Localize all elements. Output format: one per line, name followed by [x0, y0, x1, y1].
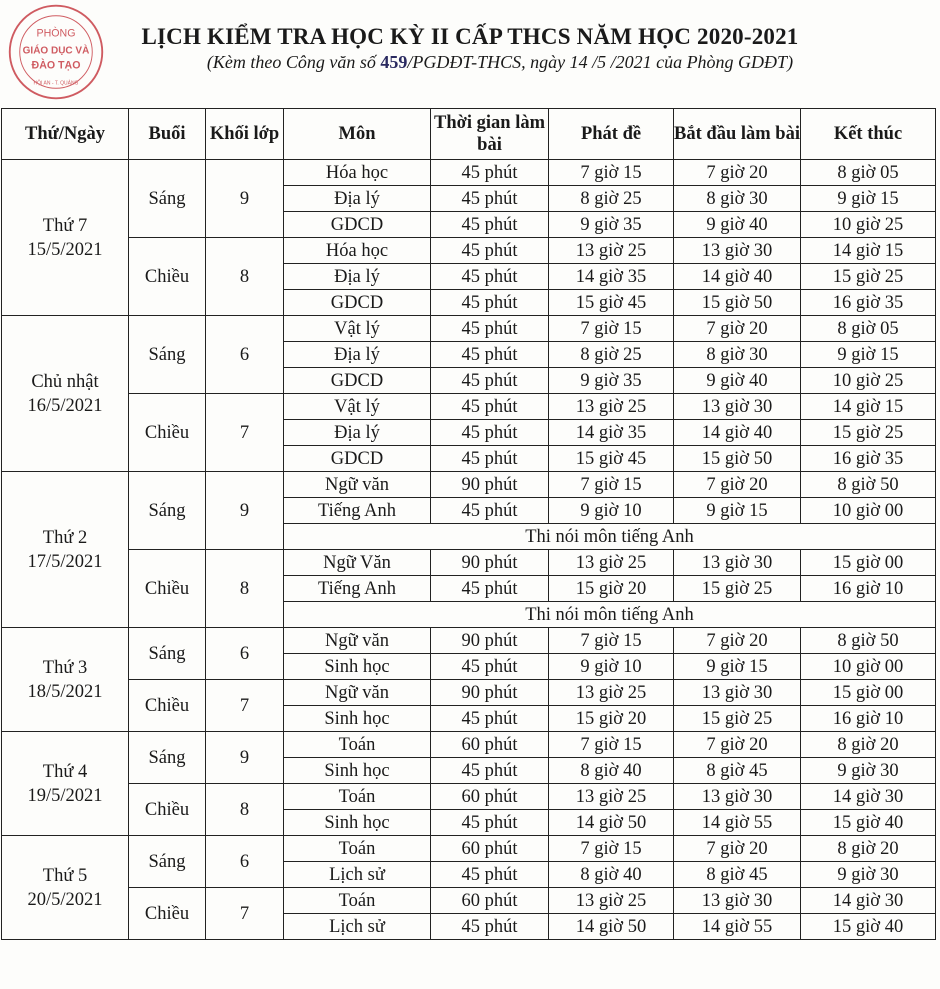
- day-cell: [2, 628, 129, 732]
- session-cell: Sáng: [129, 316, 206, 394]
- subject-cell: GDCD: [284, 446, 431, 472]
- start-time-cell: 13 giờ 30: [674, 888, 801, 914]
- start-time-cell: 13 giờ 30: [674, 238, 801, 264]
- subject-cell: Toán: [284, 888, 431, 914]
- duration-cell: 45 phút: [431, 238, 549, 264]
- subject-cell: Sinh học: [284, 810, 431, 836]
- start-time-cell: 7 giờ 20: [674, 472, 801, 498]
- day-cell: [2, 836, 129, 940]
- issue-time-cell: 13 giờ 25: [549, 394, 674, 420]
- end-time-cell: 10 giờ 00: [801, 654, 936, 680]
- column-header: Môn: [284, 109, 431, 160]
- grade-cell: 8: [206, 784, 284, 836]
- issue-time-cell: 14 giờ 50: [549, 914, 674, 940]
- document-number: 459: [380, 52, 408, 72]
- subject-cell: Ngữ văn: [284, 472, 431, 498]
- end-time-cell: 16 giờ 35: [801, 290, 936, 316]
- end-time-cell: 9 giờ 15: [801, 186, 936, 212]
- duration-cell: 45 phút: [431, 264, 549, 290]
- subject-cell: Hóa học: [284, 160, 431, 186]
- subject-cell: Tiếng Anh: [284, 498, 431, 524]
- duration-cell: 45 phút: [431, 290, 549, 316]
- subject-cell: GDCD: [284, 368, 431, 394]
- table-body: [2, 160, 936, 940]
- start-time-cell: 9 giờ 15: [674, 654, 801, 680]
- session-cell: Sáng: [129, 472, 206, 550]
- column-header: Buổi: [129, 109, 206, 160]
- note-cell: Thi nói môn tiếng Anh: [284, 602, 936, 628]
- end-time-cell: 15 giờ 25: [801, 264, 936, 290]
- duration-cell: 45 phút: [431, 186, 549, 212]
- table-row: [2, 628, 936, 654]
- duration-cell: 45 phút: [431, 758, 549, 784]
- day-cell: [2, 472, 129, 628]
- table-row: [2, 316, 936, 342]
- issue-time-cell: 8 giờ 40: [549, 758, 674, 784]
- day-name: Thứ 5: [42, 865, 88, 886]
- day-cell: [2, 316, 129, 472]
- grade-cell: 6: [206, 628, 284, 680]
- start-time-cell: 13 giờ 30: [674, 394, 801, 420]
- duration-cell: 45 phút: [431, 446, 549, 472]
- issue-time-cell: 13 giờ 25: [549, 238, 674, 264]
- session-cell: Chiều: [129, 550, 206, 628]
- duration-cell: 45 phút: [431, 862, 549, 888]
- duration-cell: 60 phút: [431, 732, 549, 758]
- start-time-cell: 14 giờ 40: [674, 420, 801, 446]
- end-time-cell: 16 giờ 10: [801, 576, 936, 602]
- day-cell: [2, 732, 129, 836]
- end-time-cell: 9 giờ 30: [801, 758, 936, 784]
- session-cell: Sáng: [129, 836, 206, 888]
- issue-time-cell: 8 giờ 40: [549, 862, 674, 888]
- subject-cell: Địa lý: [284, 420, 431, 446]
- duration-cell: 90 phút: [431, 680, 549, 706]
- start-time-cell: 8 giờ 45: [674, 862, 801, 888]
- subject-cell: Vật lý: [284, 316, 431, 342]
- grade-cell: 6: [206, 836, 284, 888]
- duration-cell: 45 phút: [431, 160, 549, 186]
- session-cell: Chiều: [129, 888, 206, 940]
- svg-text:HỘI AN - T. QUẢNG: HỘI AN - T. QUẢNG: [33, 80, 79, 87]
- table-row: [2, 680, 936, 706]
- duration-cell: 45 phút: [431, 654, 549, 680]
- start-time-cell: 7 giờ 20: [674, 316, 801, 342]
- end-time-cell: 15 giờ 00: [801, 680, 936, 706]
- start-time-cell: 14 giờ 40: [674, 264, 801, 290]
- issue-time-cell: 7 giờ 15: [549, 472, 674, 498]
- end-time-cell: 8 giờ 05: [801, 316, 936, 342]
- start-time-cell: 8 giờ 30: [674, 186, 801, 212]
- issue-time-cell: 15 giờ 45: [549, 290, 674, 316]
- end-time-cell: 10 giờ 00: [801, 498, 936, 524]
- grade-cell: 9: [206, 472, 284, 550]
- svg-text:PHÒNG: PHÒNG: [36, 27, 76, 40]
- duration-cell: 60 phút: [431, 888, 549, 914]
- issue-time-cell: 15 giờ 45: [549, 446, 674, 472]
- start-time-cell: 14 giờ 55: [674, 914, 801, 940]
- issue-time-cell: 15 giờ 20: [549, 706, 674, 732]
- table-row: [2, 732, 936, 758]
- header-row: [2, 109, 936, 160]
- svg-text:ĐÀO TẠO: ĐÀO TẠO: [31, 59, 81, 72]
- issue-time-cell: 8 giờ 25: [549, 186, 674, 212]
- document-title: LỊCH KIỂM TRA HỌC KỲ II CẤP THCS NĂM HỌC 2020-2021: [141, 24, 799, 49]
- start-time-cell: 8 giờ 30: [674, 342, 801, 368]
- subject-cell: Ngữ văn: [284, 680, 431, 706]
- issue-time-cell: 9 giờ 10: [549, 498, 674, 524]
- issue-time-cell: 9 giờ 35: [549, 212, 674, 238]
- end-time-cell: 16 giờ 35: [801, 446, 936, 472]
- day-name: Thứ 7: [42, 215, 88, 236]
- start-time-cell: 13 giờ 30: [674, 784, 801, 810]
- session-cell: Sáng: [129, 160, 206, 238]
- duration-cell: 90 phút: [431, 550, 549, 576]
- table-row: [2, 160, 936, 186]
- table-row: [2, 238, 936, 264]
- start-time-cell: 15 giờ 50: [674, 446, 801, 472]
- start-time-cell: 9 giờ 40: [674, 368, 801, 394]
- issue-time-cell: 13 giờ 25: [549, 550, 674, 576]
- start-time-cell: 8 giờ 45: [674, 758, 801, 784]
- grade-cell: 8: [206, 238, 284, 316]
- subject-cell: Ngữ Văn: [284, 550, 431, 576]
- day-cell: [2, 160, 129, 316]
- end-time-cell: 15 giờ 40: [801, 914, 936, 940]
- issue-time-cell: 9 giờ 35: [549, 368, 674, 394]
- column-header: Bắt đầu làm bài: [674, 109, 801, 160]
- note-cell: Thi nói môn tiếng Anh: [284, 524, 936, 550]
- duration-cell: 45 phút: [431, 368, 549, 394]
- subject-cell: Sinh học: [284, 758, 431, 784]
- subject-cell: Toán: [284, 732, 431, 758]
- duration-cell: 45 phút: [431, 576, 549, 602]
- subject-cell: Địa lý: [284, 342, 431, 368]
- start-time-cell: 15 giờ 25: [674, 576, 801, 602]
- end-time-cell: 9 giờ 30: [801, 862, 936, 888]
- day-date: 17/5/2021: [27, 551, 103, 572]
- subject-cell: Địa lý: [284, 186, 431, 212]
- issue-time-cell: 13 giờ 25: [549, 888, 674, 914]
- session-cell: Chiều: [129, 784, 206, 836]
- start-time-cell: 15 giờ 25: [674, 706, 801, 732]
- grade-cell: 8: [206, 550, 284, 628]
- duration-cell: 90 phút: [431, 472, 549, 498]
- end-time-cell: 8 giờ 20: [801, 836, 936, 862]
- end-time-cell: 8 giờ 20: [801, 732, 936, 758]
- subject-cell: Lịch sử: [284, 862, 431, 888]
- subtitle-prefix: (Kèm theo Công văn số: [206, 52, 381, 72]
- column-header: Thứ/Ngày: [2, 109, 129, 160]
- svg-text:GIÁO DỤC VÀ: GIÁO DỤC VÀ: [22, 45, 90, 57]
- subject-cell: GDCD: [284, 212, 431, 238]
- end-time-cell: 15 giờ 25: [801, 420, 936, 446]
- subject-cell: Sinh học: [284, 706, 431, 732]
- issue-time-cell: 15 giờ 20: [549, 576, 674, 602]
- duration-cell: 90 phút: [431, 628, 549, 654]
- start-time-cell: 7 giờ 20: [674, 836, 801, 862]
- end-time-cell: 14 giờ 15: [801, 238, 936, 264]
- duration-cell: 45 phút: [431, 914, 549, 940]
- table-row: [2, 472, 936, 498]
- start-time-cell: 13 giờ 30: [674, 680, 801, 706]
- end-time-cell: 10 giờ 25: [801, 368, 936, 394]
- duration-cell: 45 phút: [431, 212, 549, 238]
- end-time-cell: 14 giờ 15: [801, 394, 936, 420]
- column-header: Kết thúc: [801, 109, 936, 160]
- session-cell: Sáng: [129, 628, 206, 680]
- day-date: 16/5/2021: [27, 395, 103, 416]
- start-time-cell: 7 giờ 20: [674, 732, 801, 758]
- session-cell: Chiều: [129, 394, 206, 472]
- subject-cell: Hóa học: [284, 238, 431, 264]
- issue-time-cell: 14 giờ 35: [549, 420, 674, 446]
- subject-cell: GDCD: [284, 290, 431, 316]
- day-name: Thứ 3: [42, 657, 88, 678]
- grade-cell: 7: [206, 394, 284, 472]
- issue-time-cell: 7 giờ 15: [549, 316, 674, 342]
- subject-cell: Toán: [284, 836, 431, 862]
- start-time-cell: 13 giờ 30: [674, 550, 801, 576]
- subject-cell: Toán: [284, 784, 431, 810]
- start-time-cell: 7 giờ 20: [674, 160, 801, 186]
- end-time-cell: 8 giờ 05: [801, 160, 936, 186]
- duration-cell: 45 phút: [431, 420, 549, 446]
- subject-cell: Địa lý: [284, 264, 431, 290]
- session-cell: Sáng: [129, 732, 206, 784]
- issue-time-cell: 13 giờ 25: [549, 784, 674, 810]
- duration-cell: 60 phút: [431, 836, 549, 862]
- exam-schedule-table: [1, 108, 936, 940]
- issue-time-cell: 8 giờ 25: [549, 342, 674, 368]
- duration-cell: 45 phút: [431, 706, 549, 732]
- table-row: [2, 394, 936, 420]
- grade-cell: 7: [206, 680, 284, 732]
- grade-cell: 9: [206, 732, 284, 784]
- duration-cell: 45 phút: [431, 498, 549, 524]
- issue-time-cell: 7 giờ 15: [549, 628, 674, 654]
- end-time-cell: 8 giờ 50: [801, 472, 936, 498]
- issue-time-cell: 7 giờ 15: [549, 836, 674, 862]
- issue-time-cell: 7 giờ 15: [549, 732, 674, 758]
- subject-cell: Tiếng Anh: [284, 576, 431, 602]
- column-header: Thời gian làm bài: [431, 109, 549, 160]
- table-row: [2, 836, 936, 862]
- subtitle-suffix: /PGDĐT-THCS, ngày 14 /5 /2021 của Phòng GDĐT): [407, 52, 794, 72]
- start-time-cell: 9 giờ 40: [674, 212, 801, 238]
- start-time-cell: 9 giờ 15: [674, 498, 801, 524]
- end-time-cell: 14 giờ 30: [801, 888, 936, 914]
- day-name: Thứ 4: [42, 761, 88, 782]
- issue-time-cell: 9 giờ 10: [549, 654, 674, 680]
- subject-cell: Vật lý: [284, 394, 431, 420]
- day-date: 19/5/2021: [27, 785, 103, 806]
- day-date: 15/5/2021: [27, 239, 103, 260]
- end-time-cell: 8 giờ 50: [801, 628, 936, 654]
- start-time-cell: 15 giờ 50: [674, 290, 801, 316]
- session-cell: Chiều: [129, 238, 206, 316]
- day-name: Thứ 2: [42, 527, 88, 548]
- day-name: Chủ nhật: [31, 371, 99, 392]
- duration-cell: 45 phút: [431, 342, 549, 368]
- column-header: Khối lớp: [206, 109, 284, 160]
- end-time-cell: 14 giờ 30: [801, 784, 936, 810]
- day-date: 20/5/2021: [27, 889, 103, 910]
- end-time-cell: 16 giờ 10: [801, 706, 936, 732]
- table-row: [2, 784, 936, 810]
- end-time-cell: 15 giờ 00: [801, 550, 936, 576]
- subject-cell: Sinh học: [284, 654, 431, 680]
- session-cell: Chiều: [129, 680, 206, 732]
- grade-cell: 6: [206, 316, 284, 394]
- document-subtitle: [60, 52, 940, 73]
- start-time-cell: 14 giờ 55: [674, 810, 801, 836]
- subject-cell: Lịch sử: [284, 914, 431, 940]
- column-header: Phát đề: [549, 109, 674, 160]
- table-row: [2, 888, 936, 914]
- issue-time-cell: 7 giờ 15: [549, 160, 674, 186]
- start-time-cell: 7 giờ 20: [674, 628, 801, 654]
- duration-cell: 45 phút: [431, 810, 549, 836]
- subject-cell: Ngữ văn: [284, 628, 431, 654]
- issue-time-cell: 13 giờ 25: [549, 680, 674, 706]
- issue-time-cell: 14 giờ 50: [549, 810, 674, 836]
- duration-cell: 60 phút: [431, 784, 549, 810]
- end-time-cell: 15 giờ 40: [801, 810, 936, 836]
- duration-cell: 45 phút: [431, 394, 549, 420]
- grade-cell: 7: [206, 888, 284, 940]
- issue-time-cell: 14 giờ 35: [549, 264, 674, 290]
- grade-cell: 9: [206, 160, 284, 238]
- end-time-cell: 9 giờ 15: [801, 342, 936, 368]
- duration-cell: 45 phút: [431, 316, 549, 342]
- end-time-cell: 10 giờ 25: [801, 212, 936, 238]
- day-date: 18/5/2021: [27, 681, 103, 702]
- table-row: [2, 550, 936, 576]
